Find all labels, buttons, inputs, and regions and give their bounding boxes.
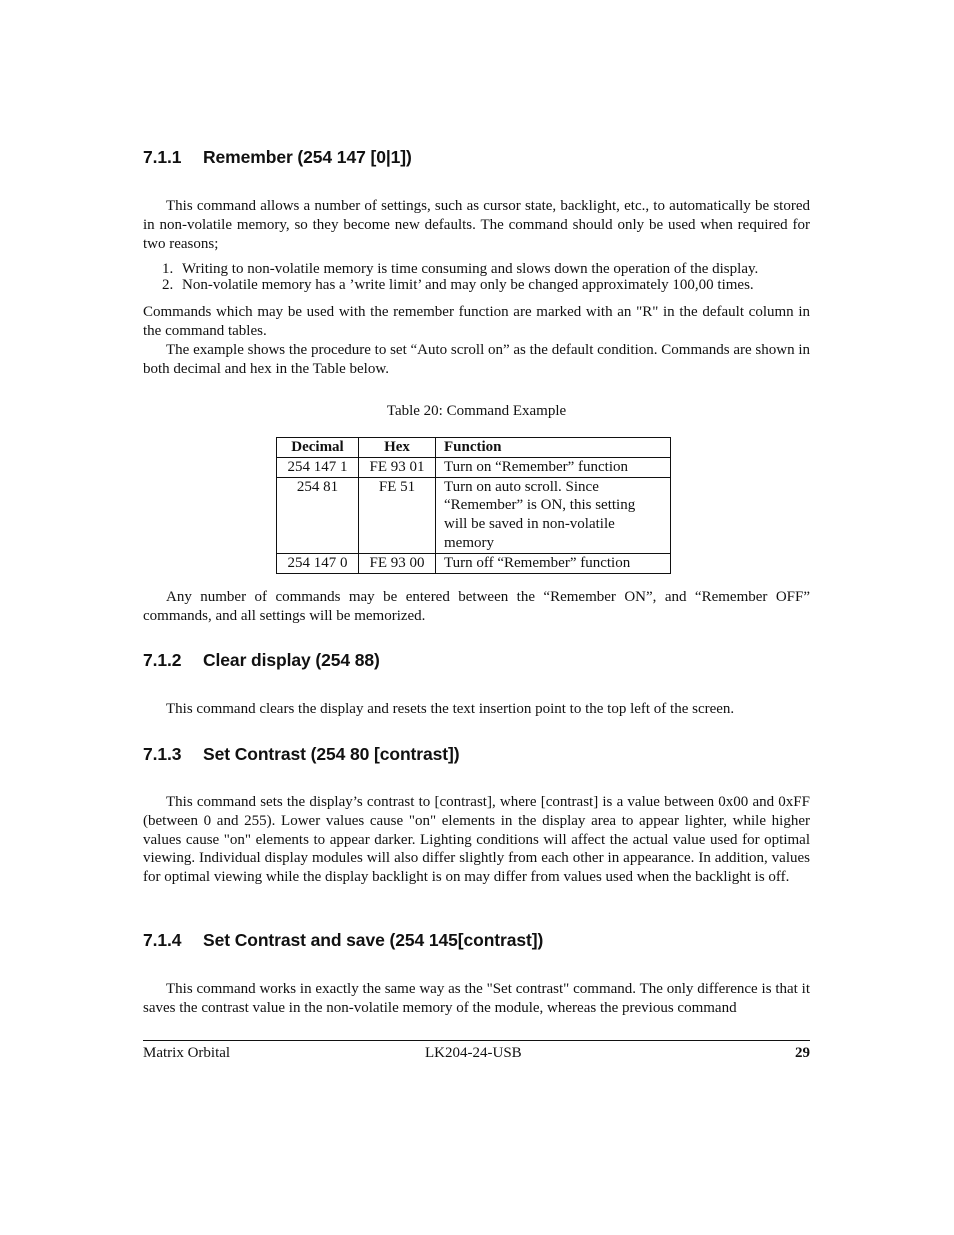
section-title: Set Contrast and save (254 145[contrast]) — [203, 930, 544, 950]
column-header-decimal: Decimal — [277, 438, 359, 458]
column-header-hex: Hex — [359, 438, 436, 458]
paragraph-remember-intro: This command allows a number of settings, such as cursor state, backlight, etc., to automatically be stored in non-volatile memory, so they become new defaults. The command should only be used when required for two reasons; — [143, 198, 810, 252]
cell-decimal: 254 147 1 — [277, 457, 359, 477]
section-title: Set Contrast (254 80 [contrast]) — [203, 744, 460, 764]
table-row — [277, 457, 671, 477]
page-number: 29 — [795, 1045, 810, 1061]
list-item — [162, 262, 810, 278]
section-heading-7-1-4 — [143, 930, 543, 951]
list-text: Writing to non-volatile memory is time consuming and slows down the operation of the display. — [182, 261, 759, 277]
cell-function: Turn off “Remember” function — [436, 553, 671, 573]
paragraph-any-number: Any number of commands may be entered between the “Remember ON”, and “Remember OFF” commands, and all settings will be memorized. — [143, 589, 810, 624]
section-title: Clear display (254 88) — [203, 650, 380, 670]
paragraph-set-contrast-save: This command works in exactly the same way as the "Set contrast" command. The only difference is that it saves the contrast value in the non-volatile memory of the module, whereas the previous command — [143, 981, 810, 1016]
column-header-function: Function — [436, 438, 671, 458]
cell-decimal: 254 147 0 — [277, 553, 359, 573]
section-heading-7-1-2 — [143, 650, 380, 671]
section-heading-7-1-1 — [143, 147, 412, 168]
list-item — [162, 278, 810, 294]
cell-hex: FE 93 01 — [359, 457, 436, 477]
paragraph-set-contrast: This command sets the display’s contrast to [contrast], where [contrast] is a value between 0x00 and 0xFF (between 0 and 255). Lower values cause "on" elements in the display area to appear lighter, while higher values cause "on" elements to appear darker. Lighting conditions will affect the actual value used for optimal viewing. Individual display modules will also differ slightly from each other in appearance. In addition, values for optimal viewing while the display backlight is on may differ from values used when the backlight is off. — [143, 794, 810, 886]
paragraph-remember-commands: Commands which may be used with the remember function are marked with an "R" in the default column in the command tables. — [143, 304, 810, 339]
table-header-row — [277, 438, 671, 458]
table-caption: Table 20: Command Example — [386, 403, 567, 419]
page-footer — [143, 1040, 810, 1061]
section-title: Remember (254 147 [0|1]) — [203, 147, 412, 167]
section-number: 7.1.2 — [143, 650, 182, 670]
table-row — [277, 553, 671, 573]
list-text: Non-volatile memory has a ’write limit’ and may only be changed approximately 100,00 times. — [182, 276, 754, 293]
table-row — [277, 477, 671, 553]
list-marker: 2. — [162, 276, 174, 293]
section-number: 7.1.1 — [143, 147, 182, 167]
cell-decimal: 254 81 — [277, 477, 359, 553]
footer-product: LK204-24-USB — [425, 1045, 522, 1061]
list-marker: 1. — [162, 261, 174, 277]
footer-company: Matrix Orbital — [143, 1045, 231, 1061]
reasons-list — [162, 262, 810, 293]
cell-hex: FE 93 00 — [359, 553, 436, 573]
cell-hex: FE 51 — [359, 477, 436, 553]
section-heading-7-1-3 — [143, 744, 459, 765]
paragraph-clear-display: This command clears the display and resets the text insertion point to the top left of the screen. — [166, 701, 735, 717]
cell-function: Turn on “Remember” function — [436, 457, 671, 477]
section-number: 7.1.4 — [143, 930, 182, 950]
paragraph-example: The example shows the procedure to set “Auto scroll on” as the default condition. Commands are shown in both decimal and hex in the Table below. — [143, 342, 811, 377]
section-number: 7.1.3 — [143, 744, 182, 764]
cell-function: Turn on auto scroll. Since “Remember” is ON, this setting will be saved in non-volatile memory — [436, 477, 671, 553]
command-example-table — [276, 437, 671, 574]
